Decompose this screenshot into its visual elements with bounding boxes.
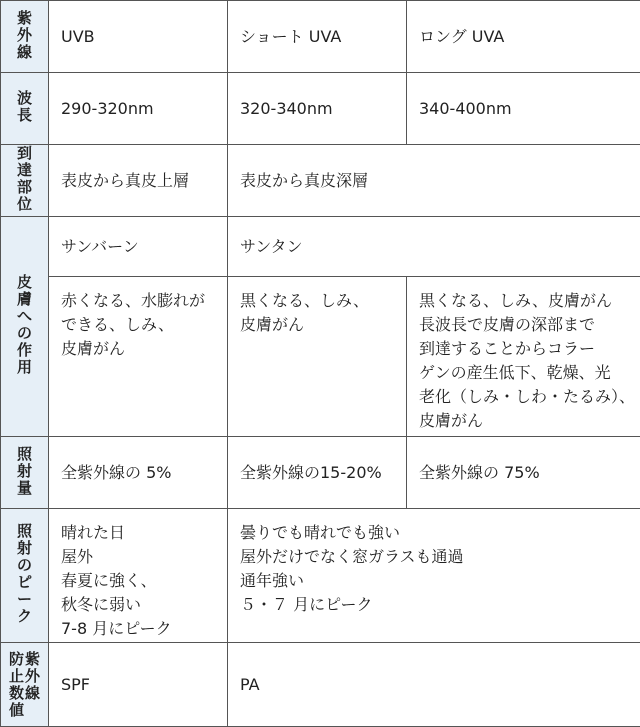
row-label-depth: 到達部位 bbox=[16, 145, 34, 213]
cell-uvb-peak bbox=[49, 509, 228, 643]
long-uva-effect-line: 長波長で皮膚の深部まで bbox=[419, 313, 628, 337]
cell-uva-depth: 表皮から真皮深層 bbox=[228, 145, 640, 217]
uvb-peak-line: 秋冬に弱い bbox=[61, 593, 215, 617]
uvb-peak-line: 春夏に強く、 bbox=[61, 569, 215, 593]
row-label-peak: 照射のピーク bbox=[16, 523, 34, 625]
uva-peak-line: ５・７ 月にピーク bbox=[240, 593, 628, 617]
row-wavelength bbox=[1, 73, 640, 145]
long-uva-effect-line: 皮膚がん bbox=[419, 409, 628, 433]
short-uva-effect-line: 黒くなる、しみ、 bbox=[240, 289, 394, 313]
row-header-peak bbox=[1, 509, 49, 643]
row-uv-type bbox=[1, 1, 640, 73]
row-label-protection-left: 防止数値 bbox=[9, 651, 25, 719]
row-protection bbox=[1, 643, 640, 727]
row-skin-effect-name bbox=[1, 217, 640, 277]
row-label-amount: 照射量 bbox=[16, 446, 34, 497]
cell-uva-peak bbox=[228, 509, 640, 643]
cell-long-uva-effect-detail bbox=[407, 277, 640, 437]
cell-uvb-effect-name: サンバーン bbox=[49, 217, 228, 277]
short-uva-effect-line: 皮膚がん bbox=[240, 313, 394, 337]
uva-peak-line: 屋外だけでなく窓ガラスも通過 bbox=[240, 545, 628, 569]
cell-uvb-depth: 表皮から真皮上層 bbox=[49, 145, 228, 217]
row-header-depth bbox=[1, 145, 49, 217]
cell-short-uva-effect-detail bbox=[228, 277, 407, 437]
uvb-effect-line: 赤くなる、水膨れが bbox=[61, 289, 215, 313]
row-header-amount bbox=[1, 437, 49, 509]
row-peak bbox=[1, 509, 640, 643]
cell-short-uva-header: ショート UVA bbox=[228, 1, 407, 73]
uvb-effect-line: 皮膚がん bbox=[61, 337, 215, 361]
uvb-peak-line: 晴れた日 bbox=[61, 521, 215, 545]
cell-short-uva-wavelength: 320-340nm bbox=[228, 73, 407, 145]
row-label-protection-right: 紫外線 bbox=[25, 651, 41, 702]
row-header-uv bbox=[1, 1, 49, 73]
uva-peak-line: 曇りでも晴れでも強い bbox=[240, 521, 628, 545]
row-label-wavelength: 波長 bbox=[16, 90, 34, 124]
cell-long-uva-wavelength: 340-400nm bbox=[407, 73, 640, 145]
cell-short-uva-amount: 全紫外線の15-20% bbox=[228, 437, 407, 509]
row-header-wavelength bbox=[1, 73, 49, 145]
long-uva-effect-line: 老化（しみ・しわ・たるみ）、 bbox=[419, 385, 628, 409]
cell-uva-protection: PA bbox=[228, 643, 640, 727]
cell-uvb-protection: SPF bbox=[49, 643, 228, 727]
row-amount bbox=[1, 437, 640, 509]
row-header-skin-effect bbox=[1, 217, 49, 437]
cell-uvb-header: UVB bbox=[49, 1, 228, 73]
long-uva-effect-line: 到達することからコラー bbox=[419, 337, 628, 361]
uva-peak-line: 通年強い bbox=[240, 569, 628, 593]
uvb-peak-line: 7-8 月にピーク bbox=[61, 617, 215, 641]
row-label-skin-effect: 皮膚への作用 bbox=[16, 274, 34, 376]
cell-uvb-effect-detail bbox=[49, 277, 228, 437]
cell-long-uva-header: ロング UVA bbox=[407, 1, 640, 73]
cell-uvb-wavelength: 290-320nm bbox=[49, 73, 228, 145]
cell-uvb-amount: 全紫外線の 5% bbox=[49, 437, 228, 509]
row-label-protection bbox=[3, 651, 46, 719]
long-uva-effect-line: ゲンの産生低下、乾燥、光 bbox=[419, 361, 628, 385]
row-skin-effect-detail bbox=[1, 277, 640, 437]
row-label-uv: 紫外線 bbox=[16, 10, 34, 61]
row-header-protection bbox=[1, 643, 49, 727]
long-uva-effect-line: 黒くなる、しみ、皮膚がん bbox=[419, 289, 628, 313]
uvb-effect-line: できる、しみ、 bbox=[61, 313, 215, 337]
row-depth bbox=[1, 145, 640, 217]
cell-long-uva-amount: 全紫外線の 75% bbox=[407, 437, 640, 509]
uvb-peak-line: 屋外 bbox=[61, 545, 215, 569]
cell-uva-effect-name: サンタン bbox=[228, 217, 640, 277]
